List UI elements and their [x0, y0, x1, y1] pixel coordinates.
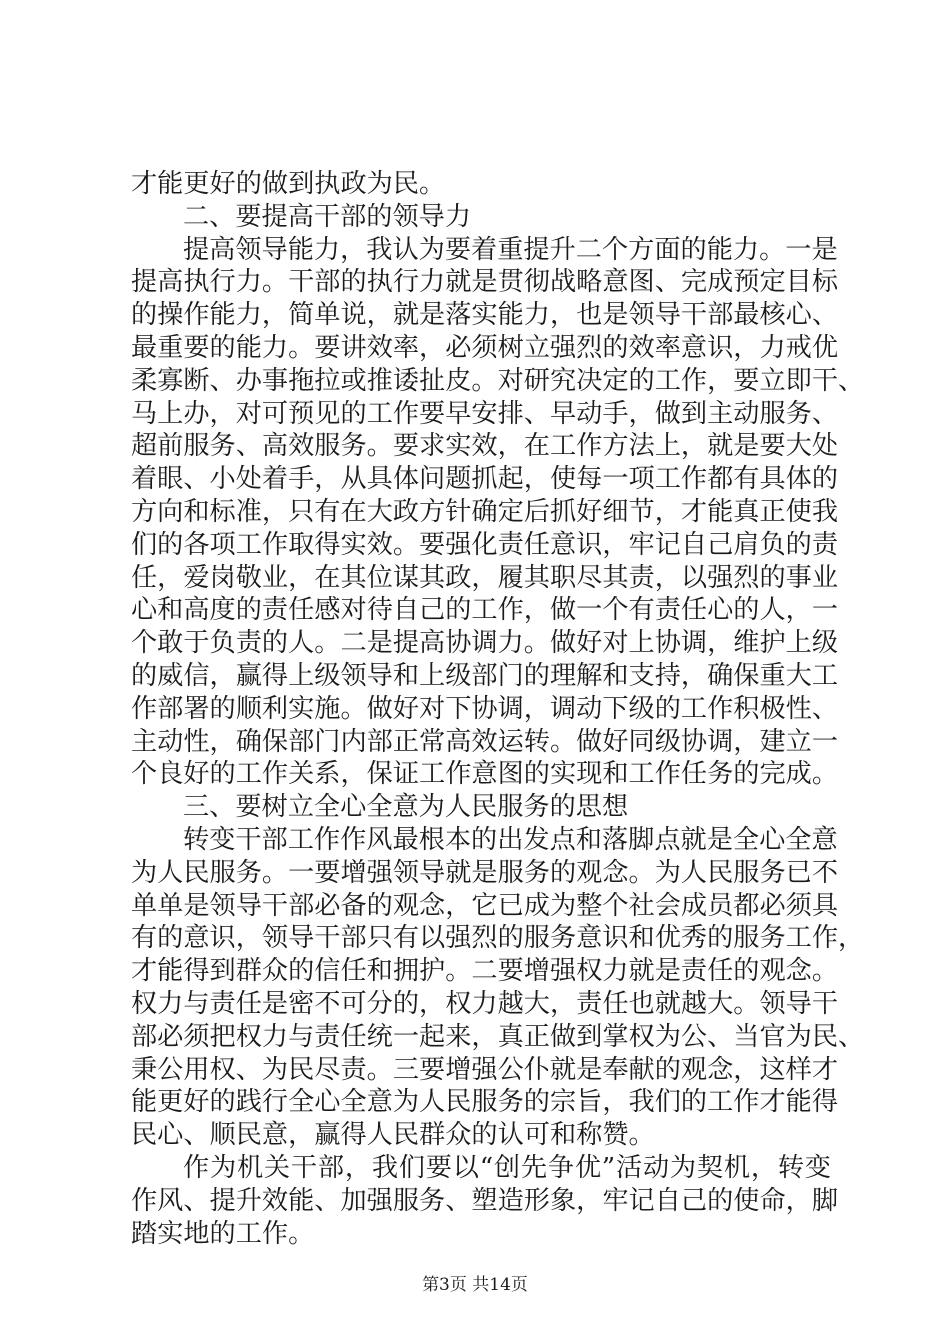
text-line: 才能更好的做到执政为民。	[131, 169, 446, 199]
text-line: 提高领导能力，我认为要着重提升二个方面的能力。一是	[183, 234, 838, 265]
text-line: 提高执行力。干部的执行力就是贯彻战略意图、完成预定目标	[131, 267, 839, 298]
section-heading: 三、要树立全心全意为人民服务的思想	[183, 792, 629, 823]
text-line: 转变干部工作作风最根本的出发点和落脚点就是全心全意	[183, 824, 838, 855]
text-line: 作为机关干部，我们要以“创先争优”活动为契机，转变	[183, 1152, 831, 1183]
text-line: 方向和标准，只有在大政方针确定后抓好细节，才能真正使我	[131, 496, 839, 527]
text-line: 超前服务、高效服务。要求实效，在工作方法上，就是要大处	[131, 431, 839, 462]
text-line: 马上办，对可预见的工作要早安排、早动手，做到主动服务、	[131, 398, 839, 429]
text-line: 最重要的能力。要讲效率，必须树立强烈的效率意识，力戒优	[131, 332, 839, 363]
text-line: 作部署的顺利实施。做好对下协调，调动下级的工作积极性、	[131, 693, 839, 724]
text-line: 部必须把权力与责任统一起来，真正做到掌权为公、当官为民、	[131, 1021, 865, 1052]
text-line: 的威信，赢得上级领导和上级部门的理解和支持，确保重大工	[131, 660, 839, 691]
text-line: 个敢于负责的人。二是提高协调力。做好对上协调，维护上级	[131, 628, 839, 659]
text-line: 才能得到群众的信任和拥护。二要增强权力就是责任的观念。	[131, 956, 839, 987]
text-line: 们的各项工作取得实效。要强化责任意识，牢记自己肩负的责	[131, 529, 839, 560]
text-line: 心和高度的责任感对待自己的工作，做一个有责任心的人，一	[131, 595, 839, 626]
text-line: 作风、提升效能、加强服务、塑造形象，牢记自己的使命，脚	[131, 1185, 839, 1216]
text-line: 单单是领导干部必备的观念，它已成为整个社会成员都必须具	[131, 890, 839, 921]
text-line: 权力与责任是密不可分的，权力越大，责任也就越大。领导干	[131, 988, 839, 1019]
text-line: 秉公用权、为民尽责。三要增强公仆就是奉献的观念，这样才	[131, 1054, 839, 1085]
text-line: 主动性，确保部门内部正常高效运转。做好同级协调，建立一	[131, 726, 839, 757]
text-line: 民心、顺民意，赢得人民群众的认可和称赞。	[131, 1120, 655, 1151]
document-body	[131, 168, 865, 1250]
text-line: 柔寡断、办事拖拉或推诿扯皮。对研究决定的工作，要立即干、	[131, 365, 865, 396]
text-line: 的操作能力，简单说，就是落实能力，也是领导干部最核心、	[131, 300, 839, 331]
text-line: 着眼、小处着手，从具体问题抓起，使每一项工作都有具体的	[131, 464, 839, 495]
text-line: 为人民服务。一要增强领导就是服务的观念。为人民服务已不	[131, 857, 839, 888]
section-heading: 二、要提高干部的领导力	[183, 201, 472, 232]
text-line: 能更好的践行全心全意为人民服务的宗旨，我们的工作才能得	[131, 1087, 839, 1118]
text-line: 个良好的工作关系，保证工作意图的实现和工作任务的完成。	[131, 759, 839, 790]
page-footer	[0, 1270, 950, 1295]
text-line: 踏实地的工作。	[131, 1218, 315, 1249]
text-line: 有的意识，领导干部只有以强烈的服务意识和优秀的服务工作，	[131, 923, 865, 954]
page-number-label: 第3页 共14页	[422, 1275, 528, 1295]
text-line: 任，爱岗敬业，在其位谋其政，履其职尽其责，以强烈的事业	[131, 562, 839, 593]
